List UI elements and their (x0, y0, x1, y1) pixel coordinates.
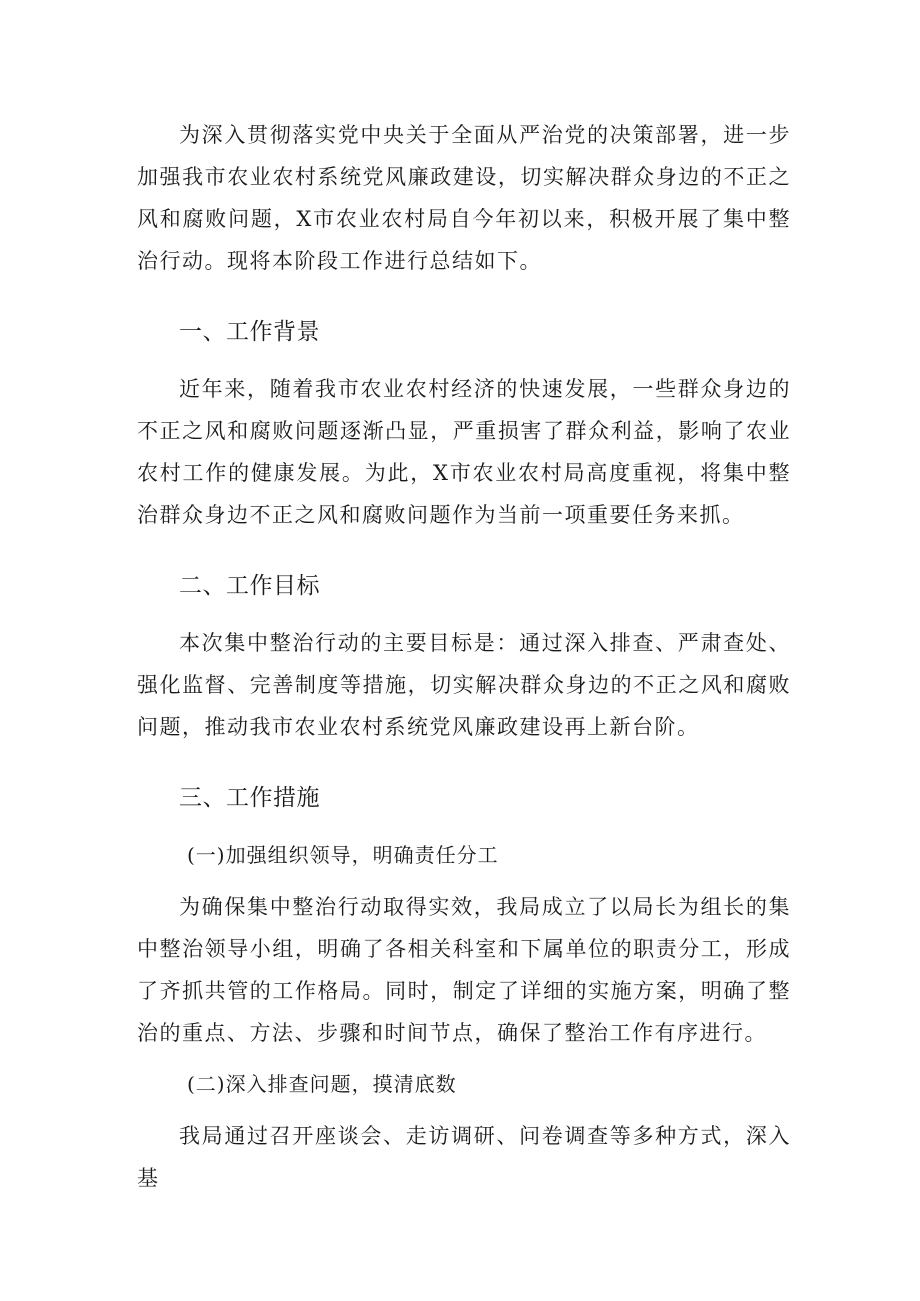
organization-paragraph: 为确保集中整治行动取得实效，我局成立了以局长为组长的集中整治领导小组，明确了各相关科室和下属单位的职责分工，形成了齐抓共管的工作格局。同时，制定了详细的实施方案，明确了整治的重点、方法、步骤和时间节点，确保了整治工作有序进行。 (137, 895, 791, 1045)
investigation-paragraph: 我局通过召开座谈会、走访调研、问卷调查等多种方式，深入基 (137, 1124, 791, 1190)
spacer (137, 536, 791, 548)
section-heading-background: 一、工作背景 (179, 319, 320, 345)
intro-paragraph: 为深入贯彻落实党中央关于全面从严治党的决策部署，进一步加强我市农业农村系统党风廉政建设，切实解决群众身边的不正之风和腐败问题，X市农业农村局自今年初以来，积极开展了集中整治行动。现将本阶段工作进行总结如下。 (137, 123, 791, 273)
subheading-investigation: (二)深入排查问题，摸清底数 (187, 1072, 457, 1096)
spacer (137, 748, 791, 760)
spacer (137, 282, 791, 294)
document-body (137, 114, 791, 1199)
section-heading-measures: 三、工作措施 (179, 785, 320, 811)
background-paragraph: 近年来，随着我市农业农村经济的快速发展，一些群众身边的不正之风和腐败问题逐渐凸显，严重损害了群众利益，影响了农业农村工作的健康发展。为此，X市农业农村局高度重视，将集中整治群众身边不正之风和腐败问题作为当前一项重要任务来抓。 (137, 377, 791, 527)
section-heading-goals: 二、工作目标 (179, 573, 320, 599)
goals-paragraph: 本次集中整治行动的主要目标是：通过深入排查、严肃查处、强化监督、完善制度等措施，切实解决群众身边的不正之风和腐败问题，推动我市农业农村系统党风廉政建设再上新台阶。 (137, 631, 791, 739)
subheading-organization: (一)加强组织领导，明确责任分工 (187, 843, 499, 867)
